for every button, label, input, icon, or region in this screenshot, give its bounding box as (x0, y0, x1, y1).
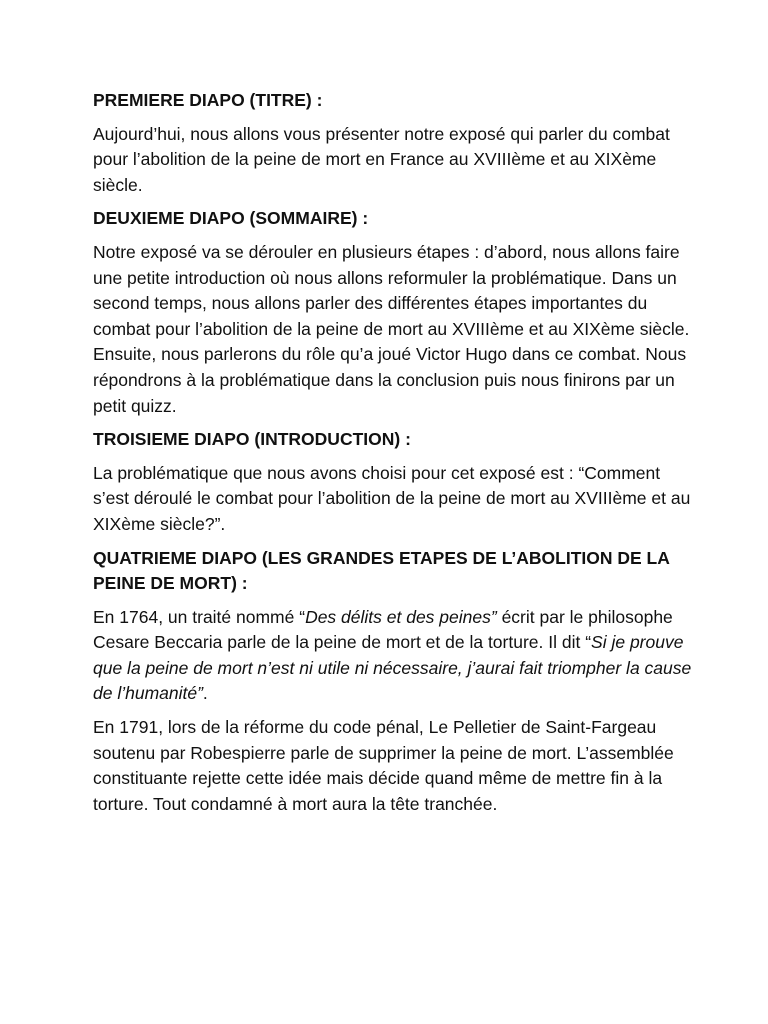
section-4-paragraph-2: En 1791, lors de la réforme du code pénal, Le Pelletier de Saint-Fargeau soutenu par Robespierre parle de supprimer la peine de mort. L’assemblée constituante rejette cette idée mais décide quand même de mettre fin à la torture. Tout condamné à mort aura la tête tranchée. (93, 717, 674, 814)
section-heading-4: QUATRIEME DIAPO (LES GRANDES ETAPES DE L’ABOLITION DE LA PEINE DE MORT) : (93, 547, 670, 594)
section-heading-1: PREMIERE DIAPO (TITRE) : (93, 90, 323, 110)
section-heading-3: TROISIEME DIAPO (INTRODUCTION) : (93, 429, 411, 450)
section-3-paragraph: La problématique que nous avons choisi pour cet exposé est : “Comment s’est déroulé le combat pour l’abolition de la peine de mort au XVIIIème et au XIXème siècle?”. (93, 462, 691, 534)
italic-quote: Si je prouve que la peine de mort n’est ni utile ni nécessaire, j’aurai fait triompher la cause de l’humanité” (93, 632, 692, 704)
text-run: En 1764, un traité nommé “ (93, 606, 306, 627)
text-run: . (202, 683, 208, 704)
italic-title: Des délits et des peines” (305, 606, 497, 627)
section-heading-2: DEUXIEME DIAPO (SOMMAIRE) : (93, 208, 369, 229)
section-4-paragraph-1 (93, 605, 693, 707)
document-page (93, 88, 693, 825)
section-2-paragraph: Notre exposé va se dérouler en plusieurs étapes : d’abord, nous allons faire une petite introduction où nous allons reformuler la problématique. Dans un second temps, nous allons parler des différentes étapes importantes du combat pour l’abolition de la peine de mort au XVIIIème et au XIXème siècle. Ensuite, nous parlerons du rôle qu’a joué Victor Hugo dans ce combat. Nous répondrons à la problématique dans la conclusion puis nous finirons par un petit quizz. (93, 241, 690, 416)
section-1-paragraph: Aujourd’hui, nous allons vous présenter notre exposé qui parler du combat pour l’abolition de la peine de mort en France au XVIIIème et au XIXème siècle. (93, 123, 670, 195)
text-run: écrit par le philosophe Cesare Beccaria parle de la peine de mort et de la torture. Il dit “ (93, 606, 673, 653)
